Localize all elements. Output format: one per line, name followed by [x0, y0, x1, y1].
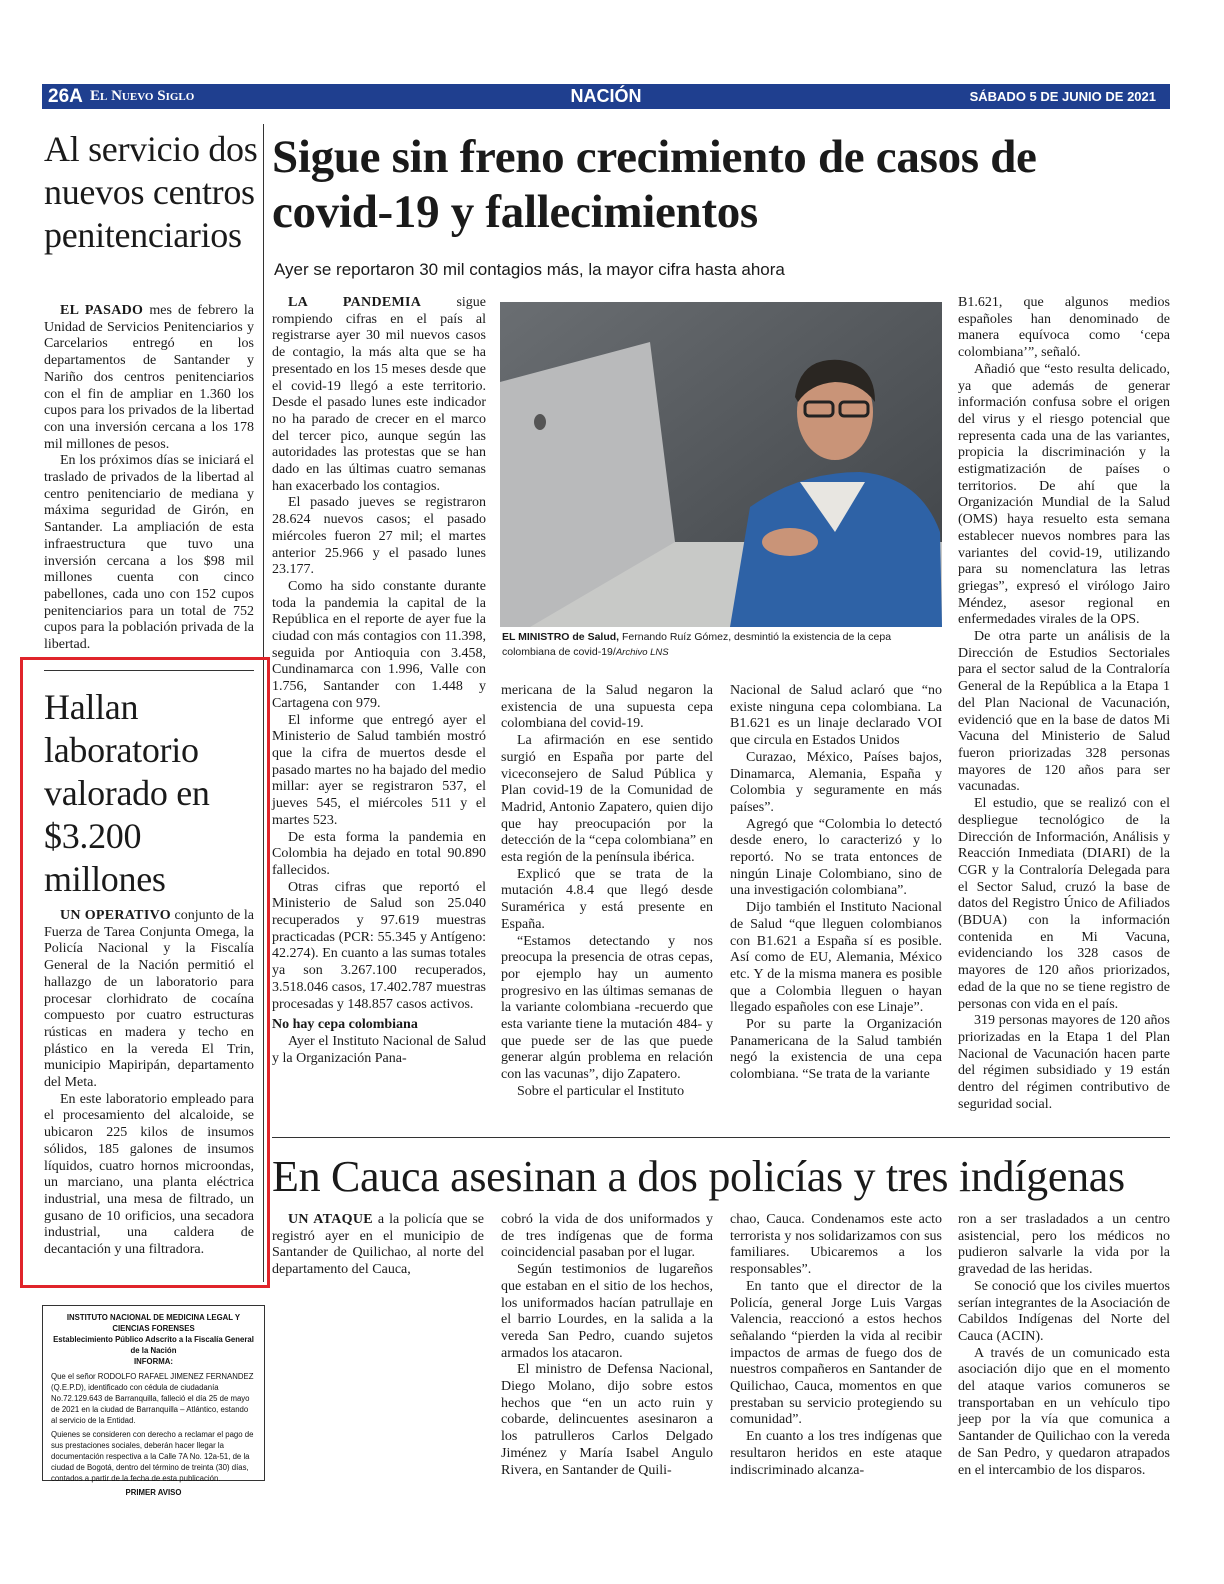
lab-article-body: [44, 908, 254, 1259]
main-col4-p1: B1.621, que algunos medios españoles han denominado de manera equívoca como ‘cepa colombiana’”, señaló.: [958, 295, 1170, 361]
cauca-c2-p3: El ministro de Defensa Nacional, Diego Molano, dijo sobre estos hechos que “en un acto ruin y cobarde, delincuentes asesinaron a los patrulleros Carlos Delgado Jiménez y María Isabel Angulo Rivera, en Santander de Quili-: [501, 1362, 713, 1478]
cauca-c4-p3: A través de un comunicado esta asociación dijo que en el momento del ataque varios comuneros se transportaban en un vehículo tipo jeep por la vía que comunica a Santander de Quilichao con la vereda de San Pedro, y quedaron atrapados en el intercambio de los disparos.: [958, 1345, 1170, 1478]
caption-lead: EL MINISTRO de Salud,: [502, 631, 620, 643]
main-lead: LA PANDEMIA: [288, 295, 422, 310]
cauca-c1-p1: a la policía que se registró ayer en el municipio de Santander de Quilichao, al norte del departamento del Cauca,: [272, 1212, 485, 1278]
side-article-p1: mes de febrero la Unidad de Servicios Penitenciarios y Carcelarios entregó en los departamentos de Santander y Nariño dos centros penitenciarios con el fin de ampliar en 1.360 los cupos para los privados de la libertad con una inversión cercana a los 178 mil millones de pesos.: [44, 303, 254, 452]
main-col3-p2: Curazao, México, Países bajos, Dinamarca, Alemania, España y Colombia y seguramente en más países”.: [730, 749, 942, 815]
main-col2-p2: La afirmación en ese sentido surgió en España por parte del viceconsejero de Salud Pública y Plan covid-19 de la Comunidad de Madrid, Antonio Zapatero, quien dijo que hay preocupación por la detección de la “cepa colombiana” en esta región de la península ibérica.: [501, 733, 713, 866]
cauca-c4-p1: ron a ser trasladados a un centro asistencial, pero los médicos no pudieron salvarle la vida por la gravedad de las heridas.: [958, 1212, 1170, 1278]
main-col-1: [272, 295, 486, 1067]
cauca-c4-p2: Se conoció que los civiles muertos serían integrantes de la Asociación de Cabildos Indígenas del Norte del Cauca (ACIN).: [958, 1278, 1170, 1344]
main-col1-p7: Ayer el Instituto Nacional de Salud y la Organización Pana-: [272, 1033, 486, 1066]
side-article-p2: En los próximos días se iniciará el traslado de privados de la libertad al centro penitenciario de mediana y máxima seguridad de Girón, en Santander. La ampliación de esta infraestructura que tuvo una inversión cercana a los $98 mil millones cuenta con cinco pabellones, cada uno con 152 cupos penitenciarios para un total de 752 cupos para la población privada de la libertad.: [44, 453, 254, 653]
cauca-c3-p2: En tanto que el director de la Policía, general Jorge Luis Vargas Valencia, reaccionó a estos hechos señalando “pierden la vida al recibir impactos de armas de fuego dos de nuestros compañeros en Santander de Quilichao, Cauca, momentos en que prestaban su servicio protegiendo su comunidad”.: [730, 1278, 942, 1428]
side-article-body: [44, 303, 254, 654]
caption-credit: Archivo LNS: [615, 647, 669, 658]
cauca-col-2: [501, 1212, 713, 1479]
article-divider: [272, 1137, 1170, 1138]
lab-article-p1: conjunto de la Fuerza de Tarea Conjunta Omega, la Policía Nacional y la Fiscalía General de la Nación permitió el hallazgo de un laboratorio para procesar clorhidrato de cocaína compuesto por cuatro estructuras rústicas en madera y techo en plástico en la vereda El Trin, municipio Mapiripán, departamento del Meta.: [44, 908, 254, 1091]
main-headline: Sigue sin freno crecimiento de casos de covid-19 y fallecimientos: [272, 131, 1037, 238]
minister-illustration: [500, 302, 942, 627]
main-col4-p3: De otra parte un análisis de la Dirección de Estudios Sectoriales para el sector salud de la Contraloría General de la República a la Etapa 1 del Plan Nacional de Vacunación, evidenció que en la base de datos Mi Vacuna del Ministerio de Salud fueron priorizadas 328 personas mayores de 120 años para ser vacunadas.: [958, 629, 1170, 795]
side-article-headline: Al servicio dos nuevos centros penitenciarios: [44, 129, 258, 255]
newspaper-brand: El Nuevo Siglo: [90, 88, 195, 104]
caption-text: Fernando Ruíz Gómez, desmintió la existencia de la cepa colombiana de covid-19/: [502, 631, 892, 658]
cauca-c3-p3: En cuanto a los tres indígenas que resultaron heridos en este ataque indiscriminado alcanza-: [730, 1429, 942, 1478]
notice-p2: Quienes se consideren con derecho a reclamar el pago de sus prestaciones sociales, deberán hacer llegar la documentación respectiva a la Calle 7A No. 12a-51, de la ciudad de Bogotá, dentro del término de treinta (30) días, contados a partir de la fecha de esta publicación.: [51, 1430, 254, 1483]
cauca-col-1: [272, 1212, 484, 1279]
lab-article-headline: Hallan laboratorio valorado en $3.200 millones: [44, 687, 210, 899]
main-col1-p5: De esta forma la pandemia en Colombia ha dejado en total 90.890 fallecidos.: [272, 829, 486, 878]
main-col-2: [501, 683, 713, 1101]
section-title: NACIÓN: [570, 86, 642, 106]
cauca-c2-p2: Según testimonios de lugareños que estaban en el sitio de los hechos, los uniformados hacían patrullaje en el barrio Lourdes, en la salida a la vereda San Pedro, cuando sujetos armados los atacaron.: [501, 1262, 713, 1361]
cauca-headline: En Cauca asesinan a dos policías y tres indígenas: [272, 1152, 1125, 1201]
main-col2-p5: Sobre el particular el Instituto: [517, 1083, 685, 1099]
page-number: 26A: [48, 86, 83, 107]
notice-footer: PRIMER AVISO: [125, 1488, 182, 1497]
main-col4-p4: El estudio, que se realizó con el despliegue tecnológico de la Dirección de Información, Análisis y Reacción Inmediata (DIARI) de la CGR y la Contraloría Delegada para el Sector Salud, cruzó la base de datos del Registro Único de Afiliados (BDUA) con la información contenida en Mi Vacuna, evidenciando los 328 casos de mayores de 120 años priorizados, edad de la que no se tiene registro de personas con vida en el país.: [958, 796, 1170, 1012]
main-col1-p4: El informe que entregó ayer el Ministerio de Salud también mostró que la cifra de muertos desde el pasado martes no ha bajado del medio millar: ayer se registraron 537, el jueves 545, el miércoles 511 y el martes 523.: [272, 712, 486, 828]
main-col1-p6: Otras cifras que reportó el Ministerio de Salud son 25.040 recuperados y 97.619 muestras practicadas (PCR: 55.345 y Antígeno: 42.274). En cuanto a las sumas totales ya son 3.267.100 recuperados, 3.518.046 casos, 17.402.787 muestras procesadas y 148.857 casos activos.: [272, 879, 486, 1012]
main-col-4: [958, 295, 1170, 1113]
main-col1-p1: sigue rompiendo cifras en el país al registrarse ayer 30 mil nuevos casos de contagio, la más alta que se ha presentado en los 15 meses desde que el covid-19 llegó a este territorio. Desde el pasado lunes este indicador no ha parado de crecer en el marco del tercer pico, aunque según las autoridades las protestas que se han dado en las últimas cuatro semanas han exacerbado los contagios.: [272, 295, 486, 494]
main-col-3: [730, 683, 942, 1084]
cauca-c2-p1: cobró la vida de dos uniformados y de tres indígenas que de forma coincidencial pasaban por el lugar.: [501, 1212, 713, 1261]
main-col4-p5: 319 personas mayores de 120 años priorizadas en la Etapa 1 del Plan Nacional de Vacunación hacen parte del régimen subsidiado y 19 están dentro del régimen contributivo de seguridad social.: [958, 1013, 1170, 1112]
issue-date: SÁBADO 5 DE JUNIO DE 2021: [969, 89, 1156, 104]
main-col1-p2: El pasado jueves se registraron 28.624 nuevos casos; el pasado miércoles fueron 27 mil; el martes anterior 25.966 y el pasado lunes 23.177.: [272, 495, 486, 578]
legal-notice: [42, 1305, 265, 1497]
main-col3-p4: Dijo también el Instituto Nacional de Salud “que lleguen colombianos con B1.621 a España sí es posible. Así como de EU, Alemania, México etc. Y de la misma manera es posible que a Colombia lleguen o hayan llegado españoles con ese Linaje”.: [730, 900, 942, 1016]
lab-article-p2: En este laboratorio empleado para el procesamiento del alcaloide, se ubicaron 225 kilos de insumos sólidos, 185 galones de insumos líquidos, cuatro hornos microondas, un marciano, una planta eléctrica industrial, una mesa de filtrado, un gusano de 10 orificios, una secadora industrial, una caldera de decantación y una filtradora.: [44, 1091, 254, 1258]
main-col1-p3: Como ha sido constante durante toda la pandemia la capital de la República en el reporte de ayer fue la ciudad con más contagios con 11.398, seguida por Antioquia con 3.458, Cundinamarca con 1.996, Valle con 1.756, Santander con 1.448 y Cartagena con 979.: [272, 578, 486, 711]
main-col2-p4: “Estamos detectando y nos preocupa la presencia de otras cepas, por ejemplo hay un aumento progresivo en las últimas semanas de la variante colombiana -recuerdo que esta variante tiene la mutación 484- y que puede ser de las que puede generar algún problema en relación con las vacunas”, dijo Zapatero.: [501, 933, 713, 1083]
notice-p1: Que el señor RODOLFO RAFAEL JIMENEZ FERNANDEZ (Q.E.P.D), identificado con cédula de ciudadanía No.72.129.643 de Barranquilla, falleció el día 25 de mayo de 2021 en la ciudad de Barranquilla – Atlántico, estando al servicio de la Entidad.: [51, 1372, 254, 1425]
cauca-lead: UN ATAQUE: [288, 1212, 373, 1227]
cauca-col-3: [730, 1212, 942, 1479]
side-article-lead: EL PASADO: [60, 303, 144, 318]
notice-subtitle: Establecimiento Público Adscrito a la Fiscalía General de la Nación: [53, 1335, 254, 1355]
cauca-col-4: [958, 1212, 1170, 1479]
page-header-bar: [42, 84, 1170, 109]
main-col3-p5: Por su parte la Organización Panamericana de la Salud también negó la existencia de una cepa colombiana. “Se trata de la variante: [730, 1017, 942, 1083]
main-subhead: Ayer se reportaron 30 mil contagios más, la mayor cifra hasta ahora: [274, 260, 785, 279]
cauca-c3-p1: chao, Cauca. Condenamos este acto terrorista y nos solidarizamos con sus familiares. Ubicaremos a los responsables”.: [730, 1212, 942, 1278]
main-col3-p3: Agregó que “Colombia lo detectó desde enero, lo caracterizó y lo reportó. No se trata entonces de ningún Linaje Colombiano, sino de una investigación colombiana”.: [730, 816, 942, 899]
lab-article-lead: UN OPERATIVO: [60, 908, 171, 923]
main-subsection-heading: No hay cepa colombiana: [272, 1017, 418, 1033]
main-col2-p1: mericana de la Salud negaron la existencia de una supuesta cepa colombiana del covid-19.: [501, 683, 713, 732]
notice-institution: INSTITUTO NACIONAL DE MEDICINA LEGAL Y CIENCIAS FORENSES: [66, 1313, 241, 1333]
main-col4-p2: Añadió que “esto resulta delicado, ya que además de generar información confusa sobre el origen del virus y el riesgo potencial que representa cada una de las variantes, propicia la discriminación y la estigmatización de países o territorios. De ahí que la Organización Mundial de la Salud (OMS) haya resuelto esta semana establecer nuevos nombres para las variantes del covid-19, utilizando para su nomenclatura las letras griegas”, expresó el virólogo Jairo Méndez, asesor regional en enfermedades virales de la OPS.: [958, 361, 1170, 628]
notice-informa: INFORMA:: [134, 1357, 173, 1366]
minister-photo: [500, 302, 942, 627]
photo-caption: [502, 630, 942, 660]
main-col2-p3: Explicó que se trata de la mutación 4.8.4 que llegó desde Suramérica y está presente en España.: [501, 866, 713, 932]
main-col3-p1: Nacional de Salud aclaró que “no existe ninguna cepa colombiana. La B1.621 es un linaje declarado VOI que circula en Estados Unidos: [730, 683, 942, 749]
